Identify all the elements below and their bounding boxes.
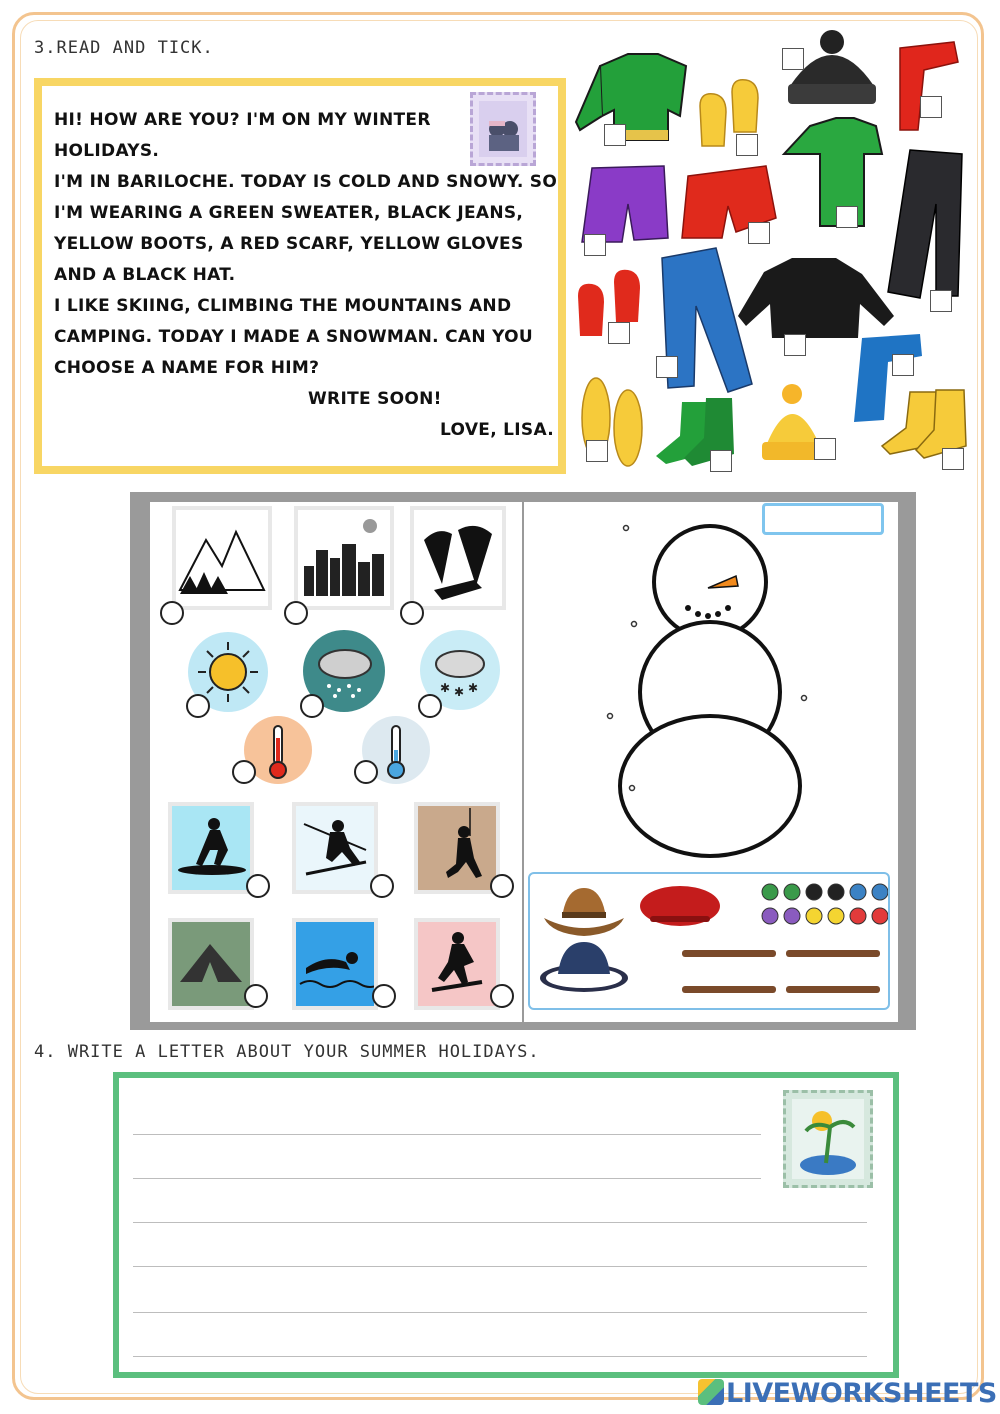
- letter-line: HI! HOW ARE YOU? I'M ON MY WINTER: [54, 110, 431, 130]
- clothes-illustrations: [570, 26, 980, 476]
- tick-yellow-mittens[interactable]: [736, 134, 758, 156]
- tick-green-boots[interactable]: [710, 450, 732, 472]
- cowboy-hat-icon: [544, 888, 624, 936]
- skiing-icon: [292, 802, 378, 894]
- button-icon: [872, 908, 888, 924]
- black-sweater-icon: [738, 258, 894, 338]
- swimming-icon: [292, 918, 378, 1010]
- lisa-letter: [34, 78, 566, 474]
- purple-shorts-icon: [582, 166, 668, 242]
- blue-sun-hat-icon: [540, 942, 628, 992]
- letter-line: CHOOSE A NAME FOR HIM?: [54, 358, 320, 378]
- letter-signature: LOVE, LISA.: [440, 420, 554, 440]
- tick-green-sweater[interactable]: [604, 124, 626, 146]
- black-jeans-icon: [888, 150, 962, 298]
- letter-line: CAMPING. TODAY I MADE A SNOWMAN. CAN YOU: [54, 327, 533, 347]
- tick-blue-jeans[interactable]: [656, 356, 678, 378]
- letter-line: AND A BLACK HAT.: [54, 265, 236, 285]
- tick-purple-shorts[interactable]: [584, 234, 606, 256]
- button-icon: [762, 908, 778, 924]
- camping-icon: [168, 918, 254, 1010]
- tick-black-beanie[interactable]: [782, 48, 804, 70]
- snowman-name-input[interactable]: [762, 503, 884, 535]
- choice-city[interactable]: [284, 601, 308, 625]
- choice-rainy[interactable]: [300, 694, 324, 718]
- button-icon: [806, 884, 822, 900]
- letter-line: I'M IN BARILOCHE. TODAY IS COLD AND SNOWY. SO: [54, 172, 558, 192]
- tick-yellow-hat[interactable]: [814, 438, 836, 460]
- city-icon: [294, 506, 394, 610]
- tick-yellow-flip-flops[interactable]: [586, 440, 608, 462]
- button-icon: [828, 908, 844, 924]
- choice-climbing[interactable]: [490, 874, 514, 898]
- button-icon: [806, 908, 822, 924]
- snowman-illustration: [596, 510, 832, 870]
- liveworksheets-logo: [698, 1378, 997, 1409]
- summer-stamp-icon: [783, 1090, 873, 1188]
- stick-icon: [682, 950, 880, 993]
- choice-hot[interactable]: [232, 760, 256, 784]
- winter-stamp-icon: [470, 92, 536, 166]
- logo-text: LIVEWORKSHEETS: [726, 1378, 997, 1409]
- tick-red-scarf[interactable]: [920, 96, 942, 118]
- green-tshirt-icon: [784, 118, 882, 226]
- choice-surfing[interactable]: [246, 874, 270, 898]
- svg-text:✱: ✱: [454, 685, 465, 699]
- choice-sunny[interactable]: [186, 694, 210, 718]
- skateboarding-icon: [414, 918, 500, 1010]
- choice-mountains[interactable]: [160, 601, 184, 625]
- green-sweater-icon: [576, 54, 686, 140]
- choice-snowy[interactable]: [418, 694, 442, 718]
- letter-line: YELLOW BOOTS, A RED SCARF, YELLOW GLOVES: [54, 234, 524, 254]
- tick-black-sweater[interactable]: [784, 334, 806, 356]
- choice-cold[interactable]: [354, 760, 378, 784]
- letter-line: I'M WEARING A GREEN SWEATER, BLACK JEANS,: [54, 203, 524, 223]
- buttons-icon: [762, 884, 888, 924]
- letter-line: HOLIDAYS.: [54, 141, 160, 161]
- choice-beach[interactable]: [400, 601, 424, 625]
- tick-blue-scarf[interactable]: [892, 354, 914, 376]
- button-icon: [784, 884, 800, 900]
- tick-red-mittens[interactable]: [608, 322, 630, 344]
- surfing-icon: [168, 802, 254, 894]
- letter-line: I LIKE SKIING, CLIMBING THE MOUNTAINS AND: [54, 296, 512, 316]
- logo-badge-icon: [698, 1379, 724, 1405]
- summer-letter-textarea[interactable]: [133, 1094, 777, 1368]
- tick-green-tshirt[interactable]: [836, 206, 858, 228]
- tick-yellow-boots[interactable]: [942, 448, 964, 470]
- tick-red-shorts[interactable]: [748, 222, 770, 244]
- tick-black-jeans[interactable]: [930, 290, 952, 312]
- button-icon: [872, 884, 888, 900]
- red-beret-icon: [640, 886, 720, 926]
- section4-heading: 4. WRITE A LETTER ABOUT YOUR SUMMER HOLIDAYS.: [34, 1042, 540, 1062]
- climbing-icon: [414, 802, 500, 894]
- section3-heading: 3.READ AND TICK.: [34, 38, 214, 58]
- choice-camping[interactable]: [244, 984, 268, 1008]
- button-icon: [784, 908, 800, 924]
- svg-text:✱: ✱: [468, 681, 479, 695]
- choice-swimming[interactable]: [372, 984, 396, 1008]
- accessories-palette: [528, 872, 890, 1010]
- button-icon: [762, 884, 778, 900]
- button-icon: [850, 908, 866, 924]
- svg-text:✱: ✱: [440, 681, 451, 695]
- summer-letter-box: [113, 1072, 899, 1378]
- button-icon: [850, 884, 866, 900]
- beach-icon: [410, 506, 506, 610]
- accessories-illustrations: [530, 874, 888, 1008]
- mountains-icon: [172, 506, 272, 610]
- letter-closing: WRITE SOON!: [308, 389, 442, 409]
- button-icon: [828, 884, 844, 900]
- choice-skiing[interactable]: [370, 874, 394, 898]
- choice-skateboarding[interactable]: [490, 984, 514, 1008]
